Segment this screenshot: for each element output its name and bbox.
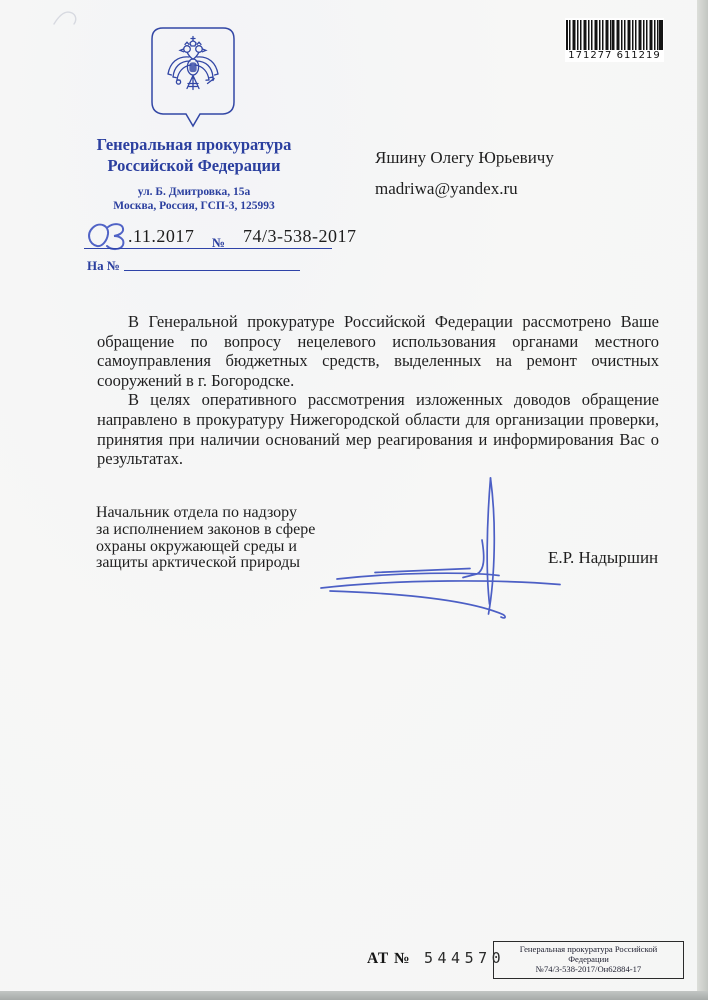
registration-stamp-box xyxy=(493,941,684,979)
signer-position-line: охраны окружающей среды и xyxy=(96,537,297,555)
signer-name: Е.Р. Надыршин xyxy=(548,548,659,567)
stamp-line: №74/3-538-2017/Он62884-17 xyxy=(535,963,642,974)
org-name-line1: Генеральная прокуратура xyxy=(96,135,292,154)
barcode xyxy=(565,18,664,62)
stamp-line: Федерации xyxy=(568,953,609,964)
body-line: самоуправления бюджетных средств, выделенных на ремонт очистных xyxy=(97,351,659,371)
coat-of-arms-icon xyxy=(151,27,235,129)
body-paragraph-1 xyxy=(97,312,659,390)
scan-edge-right xyxy=(697,0,708,1000)
recipient-name: Яшину Олегу Юрьевичу xyxy=(375,148,554,167)
signature-ink xyxy=(315,462,670,627)
signer-position-line: Начальник отдела по надзору xyxy=(96,504,297,521)
incoming-number-underline xyxy=(124,270,300,271)
barcode-number: 171277 611219 xyxy=(566,50,663,62)
body-line: обращение по вопросу нецелевого использования органами местного xyxy=(97,331,659,351)
date-underline xyxy=(84,248,332,249)
body-paragraph-2 xyxy=(97,390,659,468)
handwritten-date-ink xyxy=(82,219,130,255)
body-line: направлено в прокуратуру Нижегородской области для организации проверки, xyxy=(97,409,659,429)
scan-edge-bottom xyxy=(0,991,708,1000)
body-line: В целях оперативного рассмотрения изложенных доводов обращение xyxy=(128,390,659,410)
number-sign: № xyxy=(212,235,226,250)
incoming-number-label: На № xyxy=(87,258,120,273)
outgoing-number: 74/3-538-2017 xyxy=(243,226,357,246)
date-printed: .11.2017 xyxy=(128,226,195,246)
stamp-line: Генеральная прокуратура Российской xyxy=(519,944,658,954)
letter-body xyxy=(97,312,659,469)
signer-position-line: за исполнением законов в сфере xyxy=(96,520,316,538)
org-address-line1: ул. Б. Дмитровка, 15а xyxy=(137,186,251,198)
form-number: 544570 xyxy=(424,949,506,967)
org-address-line2: Москва, Россия, ГСП-3, 125993 xyxy=(113,200,275,212)
signer-position-block xyxy=(96,505,346,572)
recipient-email: madriwa@yandex.ru xyxy=(375,179,518,198)
barcode-bars xyxy=(566,20,663,50)
signer-position-line: защиты арктической природы xyxy=(96,554,300,572)
body-line: принятия при наличии оснований мер реагирования и информирования Вас о xyxy=(97,429,659,449)
form-series-label: АТ № xyxy=(367,950,411,967)
body-line: В Генеральной прокуратуре Российской Федерации рассмотрено Ваше xyxy=(128,312,659,331)
org-name-line2: Российской Федерации xyxy=(107,156,281,175)
pencil-mark-artifact xyxy=(50,4,84,34)
body-line: результатах. xyxy=(97,449,184,469)
body-line: сооружений в г. Богородске. xyxy=(97,370,295,390)
